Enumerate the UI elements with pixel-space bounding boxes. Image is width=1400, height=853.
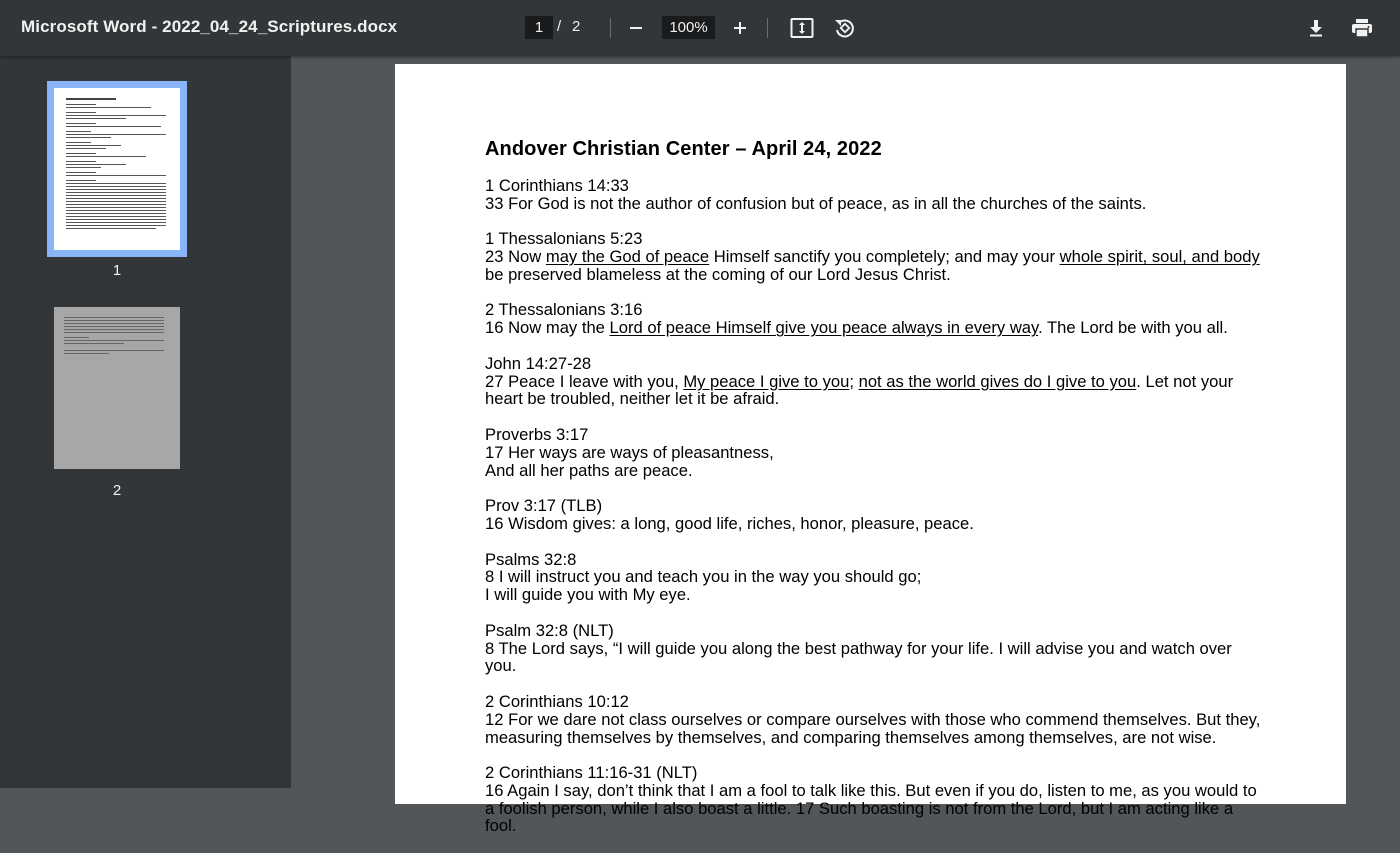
scripture-text [485, 195, 1265, 213]
scripture-reference: 2 Corinthians 10:12 [485, 691, 629, 711]
scripture-block [485, 355, 1265, 408]
text-segment: 16 Wisdom gives: a long, good life, riches, honor, pleasure, peace. [485, 513, 974, 533]
text-segment: 8 The Lord says, “I will guide you along the best pathway for your life. I will advise you and watch over you. [485, 638, 1232, 676]
scripture-reference: John 14:27-28 [485, 353, 592, 373]
toolbar-divider [767, 18, 768, 38]
text-segment: 16 Now may the [485, 318, 610, 338]
scripture-line: 17 Her ways are ways of pleasantness, [485, 442, 774, 462]
document-heading: Andover Christian Center – April 24, 2022 [485, 138, 882, 160]
scripture-reference: 2 Thessalonians 3:16 [485, 300, 643, 320]
print-button[interactable] [1348, 14, 1376, 42]
scripture-text [485, 782, 1265, 835]
thumbnail-page-2[interactable] [54, 307, 180, 469]
zoom-level-input[interactable]: 100% [662, 16, 715, 39]
text-segment: 33 For God is not the author of confusion but of peace, as in all the churches of the saints. [485, 193, 1147, 213]
text-segment: 12 For we dare not class ourselves or compare ourselves with those who commend themselves. But they, measuring themselves by themselves, and comparing themselves among themselves, are not wise. [485, 709, 1261, 747]
print-icon [1351, 18, 1373, 38]
fit-to-page-icon [790, 17, 814, 39]
underlined-text: may the God of peace [545, 246, 710, 266]
document-title: Microsoft Word - 2022_04_24_Scriptures.docx [21, 17, 398, 36]
scripture-reference: 1 Thessalonians 5:23 [485, 229, 643, 249]
document-page [395, 64, 1346, 836]
fit-to-page-button[interactable] [788, 14, 816, 42]
page-separator: / [557, 18, 562, 35]
scripture-reference: Prov 3:17 (TLB) [485, 496, 603, 516]
download-icon [1308, 19, 1324, 37]
scripture-text [485, 248, 1265, 284]
scripture-block [485, 426, 1265, 479]
scripture-line: 8 I will instruct you and teach you in the way you should go; [485, 567, 922, 587]
scripture-text [485, 711, 1265, 747]
underlined-text: whole spirit, soul, and body [1059, 246, 1260, 266]
scripture-text [485, 515, 1265, 533]
scripture-block [485, 230, 1265, 283]
underlined-text: not as the world gives do I give to you [858, 371, 1137, 391]
scripture-block [485, 622, 1265, 675]
scripture-reference: Psalm 32:8 (NLT) [485, 620, 614, 640]
text-segment: be preserved blameless at the coming of our Lord Jesus Christ. [485, 264, 951, 284]
scripture-block [485, 551, 1265, 604]
scripture-block [485, 301, 1265, 337]
scripture-line: I will guide you with My eye. [485, 585, 691, 605]
text-segment: 23 Now [485, 246, 546, 266]
scripture-text [485, 640, 1265, 676]
scripture-text [485, 319, 1265, 337]
zoom-out-button[interactable] [622, 14, 650, 42]
download-button[interactable] [1302, 14, 1330, 42]
text-segment: ; [849, 371, 859, 391]
scripture-line: And all her paths are peace. [485, 460, 693, 480]
scripture-block [485, 177, 1265, 213]
text-segment: 16 Again I say, don’t think that I am a fool to talk like this. But even if you do, listen to me, as you would to a foolish person, while I also boast a little. 17 Such boasting is not from the Lord, but I am acting like a fool. [485, 780, 1257, 836]
zoom-in-icon [732, 20, 748, 36]
scripture-block [485, 693, 1265, 746]
scripture-block [485, 764, 1265, 835]
underlined-text: Lord of peace Himself give you peace always in every way [609, 318, 1039, 338]
document-content [485, 138, 1265, 853]
scripture-reference: 2 Corinthians 11:16-31 (NLT) [485, 763, 698, 783]
thumbnail-page-1[interactable] [54, 88, 180, 250]
verse-list [485, 177, 1265, 835]
zoom-in-button[interactable] [726, 14, 754, 42]
total-pages: 2 [572, 18, 581, 35]
rotate-button[interactable] [830, 14, 858, 42]
thumbnail-page-1-label: 1 [112, 262, 122, 279]
scripture-block [485, 497, 1265, 533]
rotate-icon [833, 17, 855, 39]
text-segment: Himself sanctify you completely; and may your [709, 246, 1060, 266]
text-segment: 27 Peace I leave with you, [485, 371, 684, 391]
scripture-text [485, 373, 1265, 409]
scripture-reference: Proverbs 3:17 [485, 424, 589, 444]
underlined-text: My peace I give to you [683, 371, 850, 391]
text-segment: . The Lord be with you all. [1038, 318, 1228, 338]
current-page-input[interactable]: 1 [525, 16, 553, 39]
zoom-out-icon [628, 20, 644, 36]
text-segment: . Let not your heart be troubled, neither let it be afraid. [485, 371, 1234, 409]
toolbar-divider [610, 18, 611, 38]
pdf-toolbar [0, 0, 1400, 56]
scripture-reference: 1 Corinthians 14:33 [485, 175, 629, 195]
scripture-reference: Psalms 32:8 [485, 549, 577, 569]
thumbnail-page-2-label: 2 [112, 482, 122, 499]
